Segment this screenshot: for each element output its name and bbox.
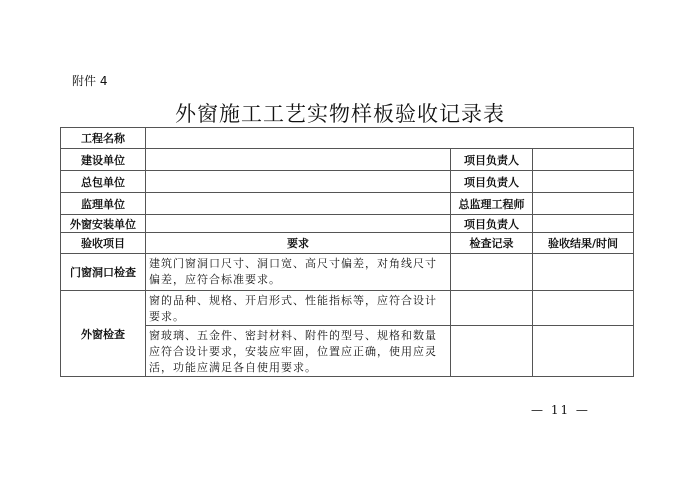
window-check-record-1[interactable] (451, 291, 533, 326)
project-name-value[interactable] (146, 128, 634, 149)
construction-manager-value[interactable] (533, 149, 634, 171)
opening-check-result[interactable] (533, 254, 634, 291)
window-check-result-1[interactable] (533, 291, 634, 326)
supervision-unit-value[interactable] (146, 193, 451, 215)
table-row (61, 215, 634, 233)
project-manager-label: 项目负责人 (451, 215, 533, 233)
table-row (61, 149, 634, 171)
column-header-item: 验收项目 (61, 233, 146, 254)
opening-check-label: 门窗洞口检查 (61, 254, 146, 291)
table-row (61, 326, 634, 377)
chief-supervisor-label: 总监理工程师 (451, 193, 533, 215)
table-row (61, 291, 634, 326)
installation-manager-value[interactable] (533, 215, 634, 233)
page-number: — 11 — (531, 403, 590, 417)
general-contractor-value[interactable] (146, 171, 451, 193)
window-check-label: 外窗检查 (61, 291, 146, 377)
installation-unit-value[interactable] (146, 215, 451, 233)
installation-unit-label: 外窗安装单位 (61, 215, 146, 233)
contractor-manager-value[interactable] (533, 171, 634, 193)
attachment-label: 附件 4 (72, 74, 108, 88)
construction-unit-value[interactable] (146, 149, 451, 171)
opening-check-record[interactable] (451, 254, 533, 291)
table-row (61, 193, 634, 215)
project-manager-label: 项目负责人 (451, 149, 533, 171)
opening-check-requirement: 建筑门窗洞口尺寸、洞口宽、高尺寸偏差，对角线尺寸偏差，应符合标准要求。 (146, 254, 451, 291)
column-header-record: 检查记录 (451, 233, 533, 254)
chief-supervisor-value[interactable] (533, 193, 634, 215)
supervision-unit-label: 监理单位 (61, 193, 146, 215)
window-check-result-2[interactable] (533, 326, 634, 377)
table-row (61, 171, 634, 193)
table-header-row (61, 233, 634, 254)
construction-unit-label: 建设单位 (61, 149, 146, 171)
column-header-requirement: 要求 (146, 233, 451, 254)
project-manager-label: 项目负责人 (451, 171, 533, 193)
general-contractor-label: 总包单位 (61, 171, 146, 193)
table-row (61, 254, 634, 291)
acceptance-record-table (60, 127, 634, 377)
window-check-requirement-1: 窗的品种、规格、开启形式、性能指标等，应符合设计要求。 (146, 291, 451, 326)
project-name-label: 工程名称 (61, 128, 146, 149)
document-title: 外窗施工工艺实物样板验收记录表 (175, 102, 505, 126)
window-check-requirement-2: 窗玻璃、五金件、密封材料、附件的型号、规格和数量应符合设计要求，安装应牢固，位置应正确，使用应灵活，功能应满足各自使用要求。 (146, 326, 451, 377)
window-check-record-2[interactable] (451, 326, 533, 377)
column-header-result: 验收结果/时间 (533, 233, 634, 254)
table-row (61, 128, 634, 149)
